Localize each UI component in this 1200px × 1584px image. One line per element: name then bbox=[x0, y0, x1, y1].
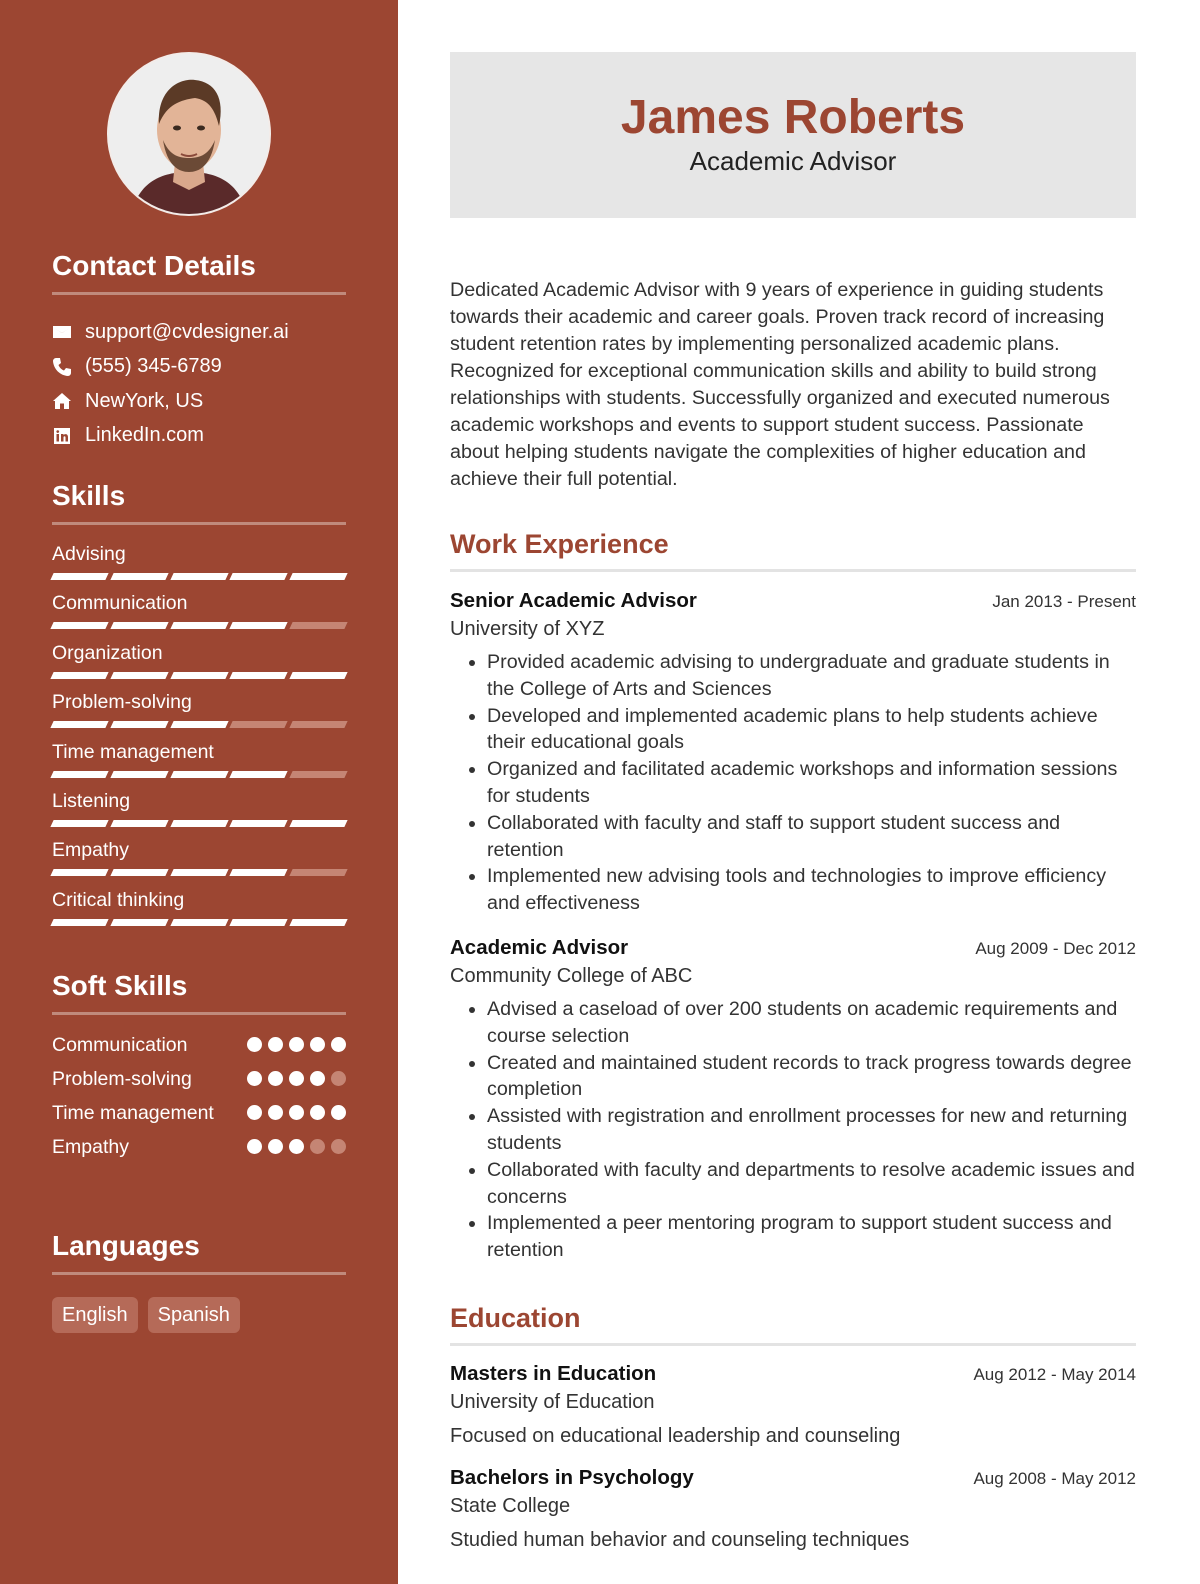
soft-skill-name: Time management bbox=[52, 1102, 214, 1124]
skill-item bbox=[52, 887, 346, 936]
skill-level-segment bbox=[290, 573, 348, 580]
skill-item bbox=[52, 837, 346, 886]
rating-dot bbox=[289, 1037, 304, 1052]
sidebar bbox=[0, 0, 398, 1584]
job-bullet: • Collaborated with faculty and staff to support student success and retention bbox=[487, 810, 1136, 864]
rating-dot bbox=[247, 1037, 262, 1052]
skill-level-segment bbox=[230, 622, 288, 629]
job-date: Jan 2013 - Present bbox=[992, 592, 1136, 611]
contact-phone-text: (555) 345-6789 bbox=[85, 355, 222, 378]
soft-skill-rating bbox=[247, 1065, 346, 1086]
education-entry bbox=[450, 1360, 1136, 1450]
skill-level-segment bbox=[170, 573, 228, 580]
header-box bbox=[450, 52, 1136, 218]
job-bullet: • Organized and facilitated academic workshops and information sessions for students bbox=[487, 756, 1136, 810]
rating-dot bbox=[310, 1139, 325, 1154]
skill-item bbox=[52, 640, 346, 689]
skill-level-segment bbox=[110, 919, 168, 926]
job-title: Senior Academic Advisor bbox=[450, 589, 697, 612]
skill-level-segment bbox=[230, 820, 288, 827]
rating-dot bbox=[268, 1037, 283, 1052]
skill-level-segment bbox=[230, 919, 288, 926]
skill-level-segment bbox=[50, 869, 108, 876]
contact-linkedin[interactable] bbox=[52, 419, 346, 454]
soft-skill-name: Empathy bbox=[52, 1136, 129, 1158]
skill-level-segment bbox=[170, 672, 228, 679]
skill-level-segment bbox=[230, 771, 288, 778]
soft-skill-name: Problem-solving bbox=[52, 1068, 192, 1090]
soft-skill-name: Communication bbox=[52, 1034, 188, 1056]
skill-name: Empathy bbox=[52, 839, 129, 862]
soft-skill-rating bbox=[247, 1031, 346, 1052]
job-entry bbox=[450, 587, 1136, 917]
skill-level-bar bbox=[52, 919, 346, 926]
soft-skill-rating bbox=[247, 1133, 346, 1154]
candidate-role: Academic Advisor bbox=[689, 146, 897, 176]
skills-title: Skills bbox=[52, 478, 346, 525]
rating-dot bbox=[268, 1071, 283, 1086]
contact-title: Contact Details bbox=[52, 248, 346, 295]
soft-skill-rating bbox=[247, 1099, 346, 1120]
skill-level-bar bbox=[52, 622, 346, 629]
job-bullet: • Provided academic advising to undergraduate and graduate students in the College of Arts and Sciences bbox=[487, 649, 1136, 703]
rating-dot bbox=[331, 1037, 346, 1052]
skill-item bbox=[52, 541, 346, 590]
skill-level-segment bbox=[110, 869, 168, 876]
skill-item bbox=[52, 788, 346, 837]
job-date: Aug 2009 - Dec 2012 bbox=[975, 939, 1136, 958]
rating-dot bbox=[331, 1105, 346, 1120]
education-date: Aug 2012 - May 2014 bbox=[973, 1365, 1136, 1384]
skill-name: Critical thinking bbox=[52, 888, 185, 911]
soft-skill-item bbox=[52, 1133, 346, 1161]
language-pill: English bbox=[52, 1297, 138, 1333]
phone-icon bbox=[52, 357, 72, 377]
education-entry bbox=[450, 1464, 1136, 1554]
skill-level-segment bbox=[110, 672, 168, 679]
job-bullet: • Implemented a peer mentoring program to support student success and retention bbox=[487, 1210, 1136, 1264]
contact-linkedin-text: LinkedIn.com bbox=[85, 424, 204, 447]
skill-level-segment bbox=[50, 622, 108, 629]
contact-section bbox=[52, 248, 346, 453]
skill-level-segment bbox=[170, 919, 228, 926]
job-bullets bbox=[450, 649, 1136, 917]
skill-level-segment bbox=[290, 919, 348, 926]
school-name: State College bbox=[450, 1495, 571, 1517]
soft-skills-title: Soft Skills bbox=[52, 968, 346, 1015]
job-entry bbox=[450, 934, 1136, 1264]
skill-level-segment bbox=[50, 820, 108, 827]
languages-title: Languages bbox=[52, 1228, 346, 1275]
skills-section bbox=[52, 478, 346, 936]
person-portrait-icon bbox=[109, 54, 269, 214]
education-description: Focused on educational leadership and counseling bbox=[450, 1425, 901, 1447]
skills-list bbox=[52, 541, 346, 936]
skill-level-segment bbox=[170, 721, 228, 728]
work-experience-title: Work Experience bbox=[450, 527, 1136, 572]
rating-dot bbox=[289, 1105, 304, 1120]
contact-phone[interactable] bbox=[52, 350, 346, 385]
degree-title: Masters in Education bbox=[450, 1362, 657, 1385]
home-icon bbox=[52, 391, 72, 411]
skill-level-segment bbox=[170, 771, 228, 778]
rating-dot bbox=[289, 1139, 304, 1154]
skill-level-segment bbox=[110, 622, 168, 629]
skill-name: Advising bbox=[52, 543, 126, 565]
skill-level-segment bbox=[110, 573, 168, 580]
rating-dot bbox=[310, 1071, 325, 1086]
skill-level-segment bbox=[230, 573, 288, 580]
job-title: Academic Advisor bbox=[450, 936, 629, 959]
skill-level-segment bbox=[170, 869, 228, 876]
skill-level-segment bbox=[110, 820, 168, 827]
job-bullet: • Advised a caseload of over 200 students on academic requirements and course selection bbox=[487, 996, 1136, 1050]
soft-skills-list bbox=[52, 1031, 346, 1161]
contact-email[interactable] bbox=[52, 315, 346, 350]
skill-level-segment bbox=[290, 869, 348, 876]
skill-level-segment bbox=[230, 869, 288, 876]
rating-dot bbox=[268, 1105, 283, 1120]
skill-name: Problem-solving bbox=[52, 691, 192, 714]
skill-name: Organization bbox=[52, 641, 163, 664]
linkedin-icon bbox=[52, 426, 72, 446]
skill-level-segment bbox=[230, 672, 288, 679]
job-bullet: • Collaborated with faculty and departments to resolve academic issues and concerns bbox=[487, 1157, 1136, 1211]
skill-level-segment bbox=[50, 919, 108, 926]
skill-level-bar bbox=[52, 771, 346, 778]
contact-location-text: NewYork, US bbox=[85, 389, 204, 412]
rating-dot bbox=[268, 1139, 283, 1154]
skill-level-segment bbox=[110, 771, 168, 778]
skill-level-bar bbox=[52, 820, 346, 827]
rating-dot bbox=[331, 1071, 346, 1086]
skill-item bbox=[52, 739, 346, 788]
rating-dot bbox=[247, 1105, 262, 1120]
rating-dot bbox=[247, 1139, 262, 1154]
education-title: Education bbox=[450, 1301, 1136, 1346]
skill-level-bar bbox=[52, 869, 346, 876]
soft-skill-item bbox=[52, 1099, 346, 1127]
languages-list bbox=[52, 1297, 346, 1333]
summary-paragraph: Dedicated Academic Advisor with 9 years of experience in guiding students towards their academic and career goals. Proven track record of increasing student retention rates by implementing personalized academic plans. Recognized for exceptional communication skills and ability to build strong relationships with students. Successfully organized and executed numerous academic workshops and events to support student success. Passionate about helping students navigate the complexities of higher education and achieve their full potential. bbox=[450, 279, 1110, 490]
education-description: Studied human behavior and counseling techniques bbox=[450, 1529, 910, 1551]
job-bullets bbox=[450, 996, 1136, 1264]
skill-name: Time management bbox=[52, 740, 214, 763]
languages-section bbox=[52, 1228, 346, 1333]
skill-level-segment bbox=[50, 771, 108, 778]
job-bullet: • Created and maintained student records to track progress towards degree completion bbox=[487, 1050, 1136, 1104]
skill-level-segment bbox=[230, 721, 288, 728]
soft-skills-section bbox=[52, 968, 346, 1167]
skill-level-bar bbox=[52, 672, 346, 679]
rating-dot bbox=[247, 1071, 262, 1086]
job-organization: Community College of ABC bbox=[450, 965, 693, 987]
skill-level-segment bbox=[110, 721, 168, 728]
education-date: Aug 2008 - May 2012 bbox=[973, 1469, 1136, 1488]
rating-dot bbox=[310, 1105, 325, 1120]
skill-level-segment bbox=[50, 573, 108, 580]
skill-name: Listening bbox=[52, 789, 131, 812]
rating-dot bbox=[310, 1037, 325, 1052]
soft-skill-item bbox=[52, 1031, 346, 1059]
skill-level-bar bbox=[52, 573, 346, 580]
skill-level-segment bbox=[50, 721, 108, 728]
candidate-name: James Roberts bbox=[620, 91, 966, 144]
envelope-icon bbox=[52, 322, 72, 342]
skill-name: Communication bbox=[52, 592, 188, 615]
skill-level-segment bbox=[170, 820, 228, 827]
contact-location bbox=[52, 384, 346, 419]
language-pill: Spanish bbox=[148, 1297, 240, 1333]
degree-title: Bachelors in Psychology bbox=[450, 1466, 694, 1489]
skill-level-bar bbox=[52, 721, 346, 728]
job-bullet: • Developed and implemented academic plans to help students achieve their educational goals bbox=[487, 703, 1136, 757]
profile-photo bbox=[107, 52, 271, 216]
skill-item bbox=[52, 590, 346, 639]
rating-dot bbox=[331, 1139, 346, 1154]
skill-level-segment bbox=[290, 771, 348, 778]
school-name: University of Education bbox=[450, 1391, 655, 1413]
soft-skill-item bbox=[52, 1065, 346, 1093]
rating-dot bbox=[289, 1071, 304, 1086]
skill-level-segment bbox=[50, 672, 108, 679]
job-organization: University of XYZ bbox=[450, 618, 605, 640]
skill-item bbox=[52, 689, 346, 738]
skill-level-segment bbox=[170, 622, 228, 629]
skill-level-segment bbox=[290, 721, 348, 728]
skill-level-segment bbox=[290, 672, 348, 679]
job-bullet: • Assisted with registration and enrollment processes for new and returning students bbox=[487, 1103, 1136, 1157]
skill-level-segment bbox=[290, 820, 348, 827]
job-bullet: • Implemented new advising tools and technologies to improve efficiency and effectiveness bbox=[487, 863, 1136, 917]
skill-level-segment bbox=[290, 622, 348, 629]
contact-email-text: support@cvdesigner.ai bbox=[85, 320, 289, 343]
contact-list bbox=[52, 315, 346, 453]
